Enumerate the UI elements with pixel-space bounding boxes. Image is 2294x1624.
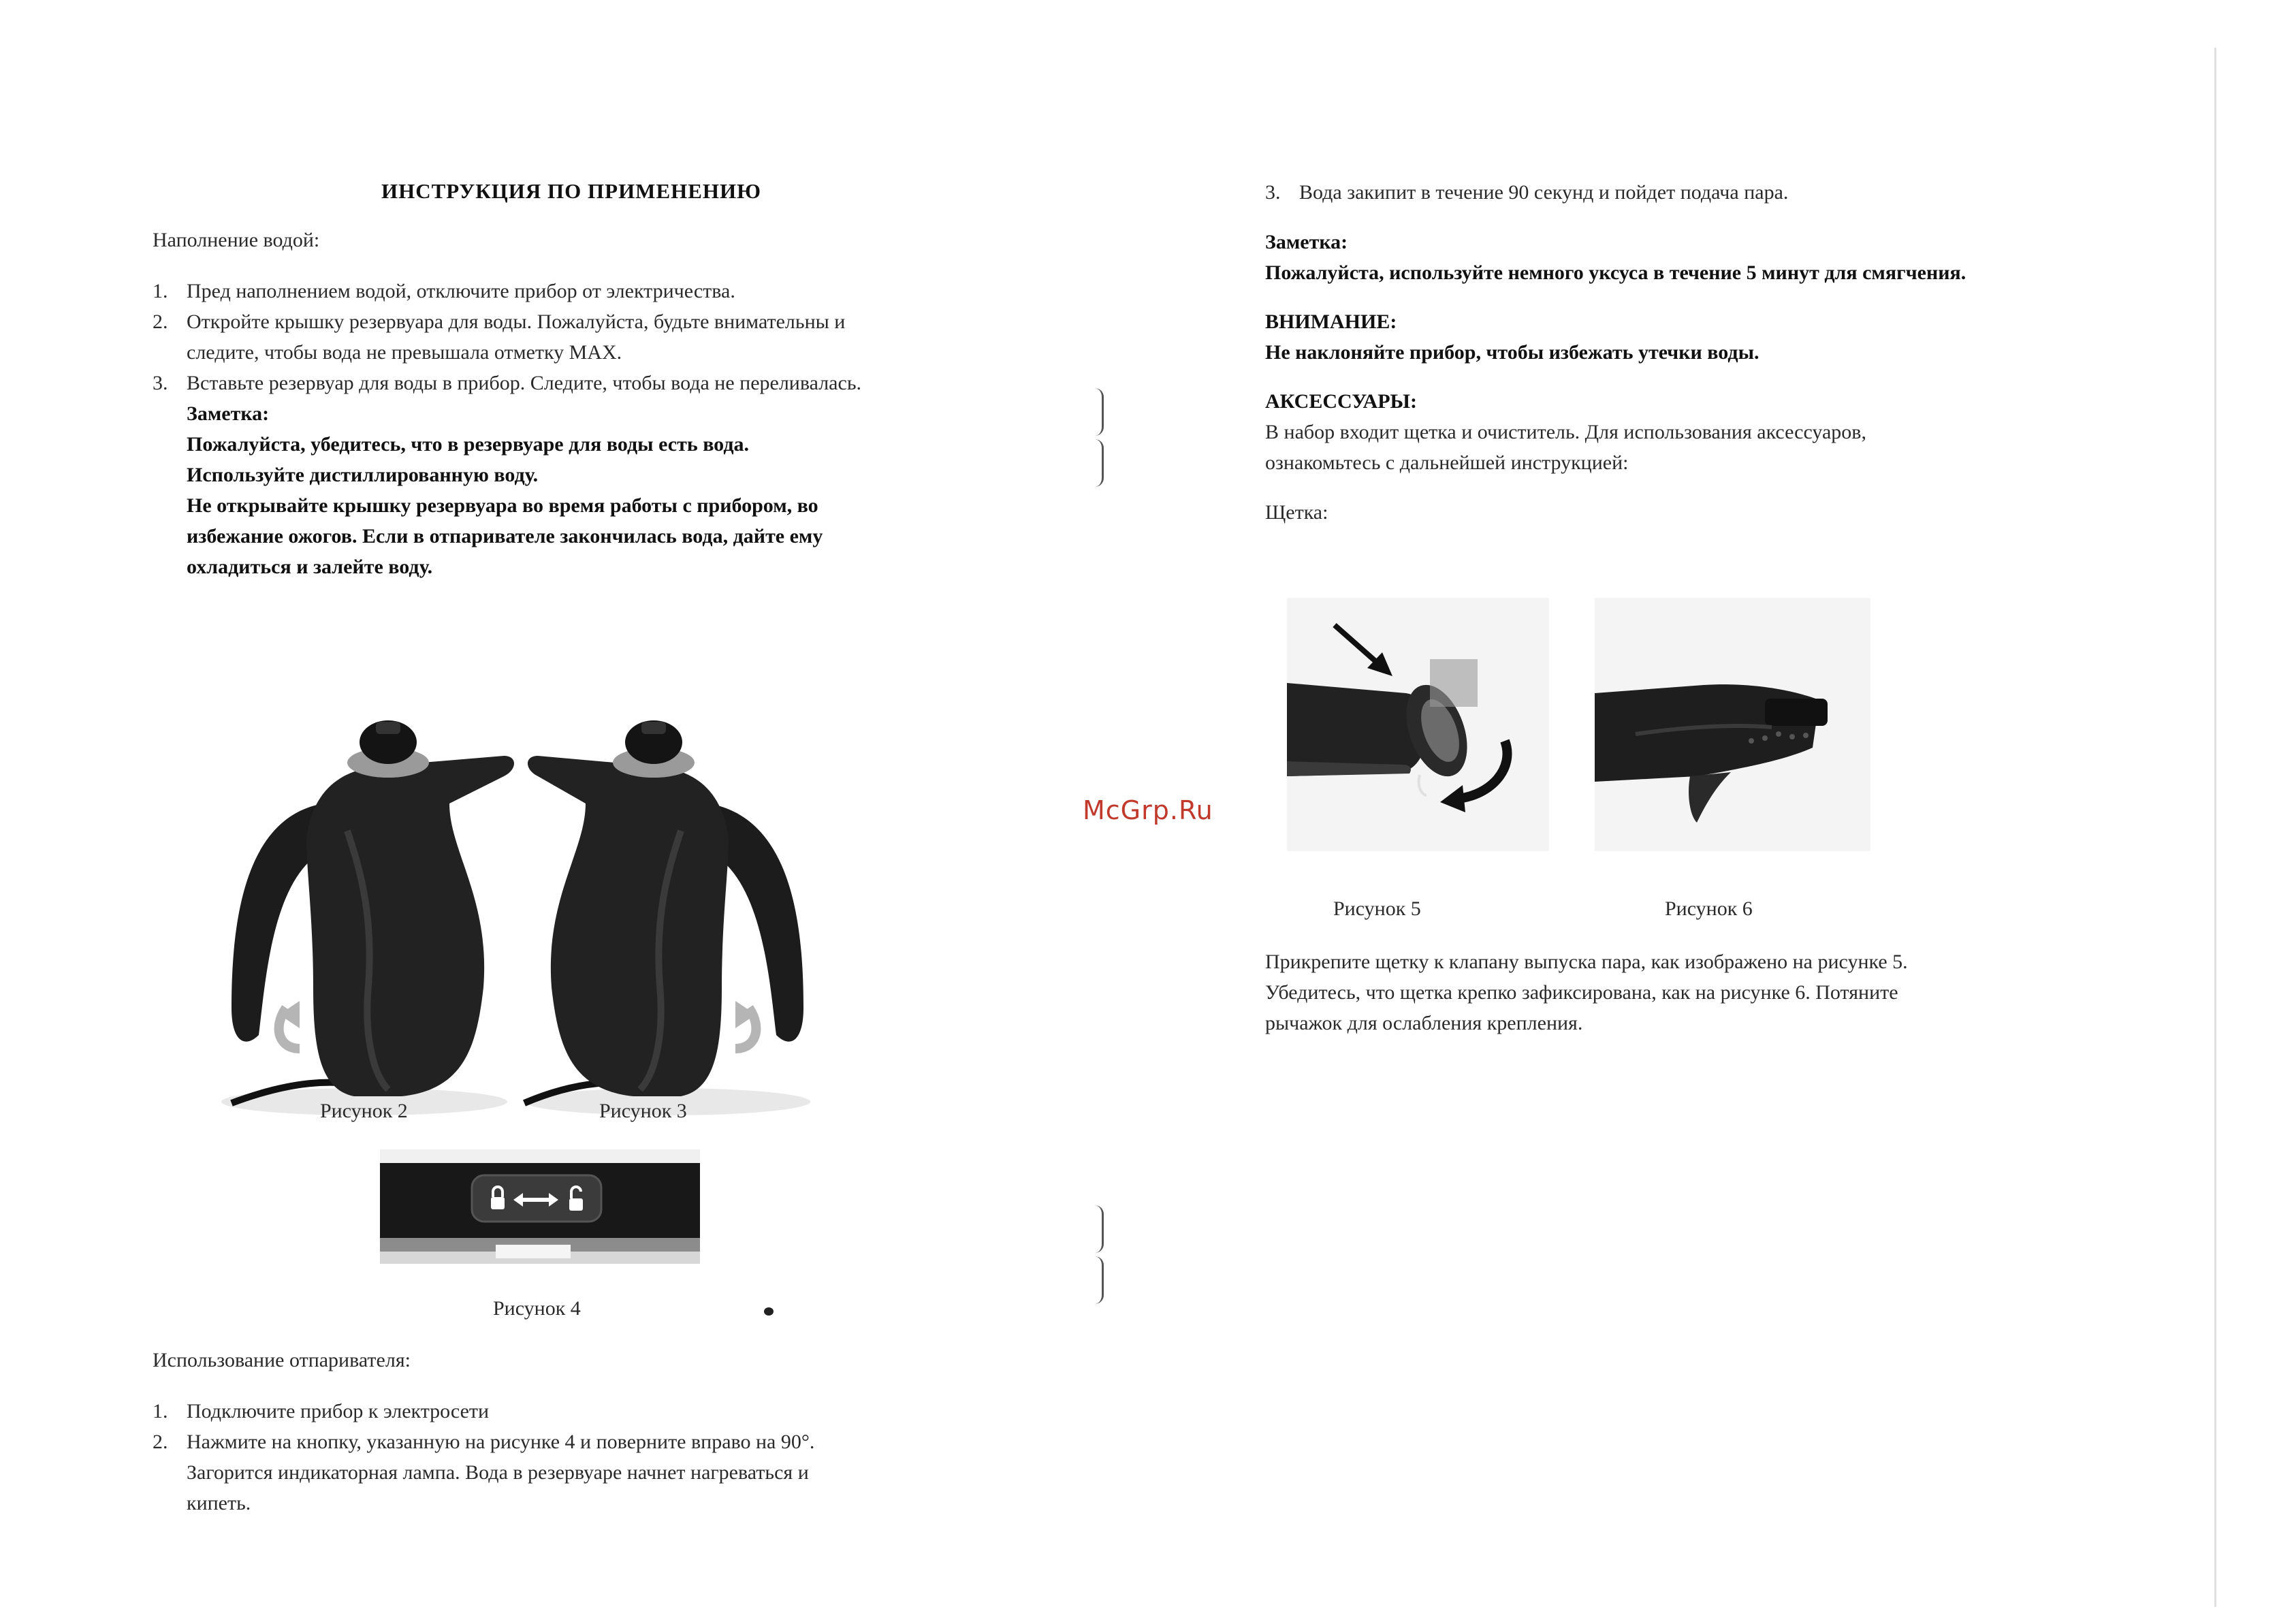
warning-text: Не наклоняйте прибор, чтобы избежать утечки воды. [1265, 341, 1759, 364]
figure-4-lock-button-photo [380, 1149, 700, 1264]
note-text-right: Пожалуйста, используйте немного уксуса в течение 5 минут для смягчения. [1265, 261, 1966, 284]
accessories-line-2: ознакомьтесь с дальнейшей инструкцией: [1265, 451, 1629, 474]
lock-button-illustration [380, 1149, 700, 1264]
step-3-number: 3. [1265, 181, 1281, 204]
brush-attached-illustration [1595, 598, 1870, 851]
usage-step-1-number: 1. [153, 1400, 168, 1422]
figure-5-caption: Рисунок 5 [1333, 897, 1421, 920]
note-label: Заметка: [187, 402, 270, 425]
accessories-line-1: В набор входит щетка и очиститель. Для использования аксессуаров, [1265, 421, 1866, 443]
brush-instruction-line-2: Убедитесь, что щетка крепко зафиксирована, как на рисунке 6. Потяните [1265, 981, 1898, 1004]
figure-2-3-steamer-photo [204, 695, 831, 1117]
filling-step-1-text: Пред наполнением водой, отключите прибор от электричества. [187, 280, 735, 302]
usage-heading: Использование отпаривателя: [153, 1349, 411, 1371]
step-3-text: Вода закипит в течение 90 секунд и пойдет подача пара. [1299, 181, 1789, 204]
figure-4-caption: Рисунок 4 [493, 1297, 581, 1320]
brush-instruction-line-3: рычажок для ослабления крепления. [1265, 1012, 1583, 1034]
filling-step-2-line-2: следите, чтобы вода не превышала отметку MAX. [187, 341, 622, 364]
filling-step-2-line-1: Откройте крышку резервуара для воды. Пожалуйста, будьте внимательны и [187, 311, 846, 333]
note-label-right: Заметка: [1265, 231, 1348, 253]
steamer-right [528, 720, 803, 1096]
ink-spot [764, 1307, 774, 1316]
usage-step-2-line-1: Нажмите на кнопку, указанную на рисунке 4 и поверните вправо на 90°. [187, 1431, 815, 1453]
accessories-label: АКСЕССУАРЫ: [1265, 390, 1418, 413]
note-line-2: Используйте дистиллированную воду. [187, 464, 539, 486]
page-title: ИНСТРУКЦИЯ ПО ПРИМЕНЕНИЮ [381, 179, 762, 203]
usage-step-2-line-3: кипеть. [187, 1492, 251, 1514]
filling-heading: Наполнение водой: [153, 229, 320, 251]
filling-step-1-number: 1. [153, 280, 168, 302]
figure-2-caption: Рисунок 2 [320, 1100, 408, 1122]
note-line-4: избежание ожогов. Если в отпаривателе закончилась вода, дайте ему [187, 525, 823, 547]
watermark: McGrp.Ru [1083, 795, 1213, 825]
filling-step-3-text: Вставьте резервуар для воды в прибор. Следите, чтобы вода не переливалась. [187, 372, 861, 394]
figure-6-brush-attached-photo [1595, 598, 1870, 851]
steamer-illustration [204, 695, 831, 1117]
usage-step-2-line-2: Загорится индикаторная лампа. Вода в резервуаре начнет нагреваться и [187, 1461, 809, 1484]
note-line-1: Пожалуйста, убедитесь, что в резервуаре для воды есть вода. [187, 433, 749, 456]
note-line-5: охладиться и залейте воду. [187, 556, 433, 578]
note-line-3: Не открывайте крышку резервуара во время работы с прибором, во [187, 494, 818, 517]
usage-step-1-text: Подключите прибор к электросети [187, 1400, 490, 1422]
figure-5-brush-attach-photo [1287, 598, 1549, 851]
brush-attach-illustration [1287, 598, 1549, 851]
brush-heading: Щетка: [1265, 501, 1328, 524]
right-page [1089, 0, 2294, 1624]
figure-6-caption: Рисунок 6 [1665, 897, 1753, 920]
filling-step-3-number: 3. [153, 372, 168, 394]
left-page [0, 0, 1089, 1624]
usage-step-2-number: 2. [153, 1431, 168, 1453]
steamer-left [232, 720, 514, 1096]
brush-instruction-line-1: Прикрепите щетку к клапану выпуска пара, как изображено на рисунке 5. [1265, 951, 1908, 973]
warning-label: ВНИМАНИЕ: [1265, 311, 1397, 333]
filling-step-2-number: 2. [153, 311, 168, 333]
figure-3-caption: Рисунок 3 [599, 1100, 687, 1122]
arrow-down-right-icon [1335, 625, 1392, 676]
